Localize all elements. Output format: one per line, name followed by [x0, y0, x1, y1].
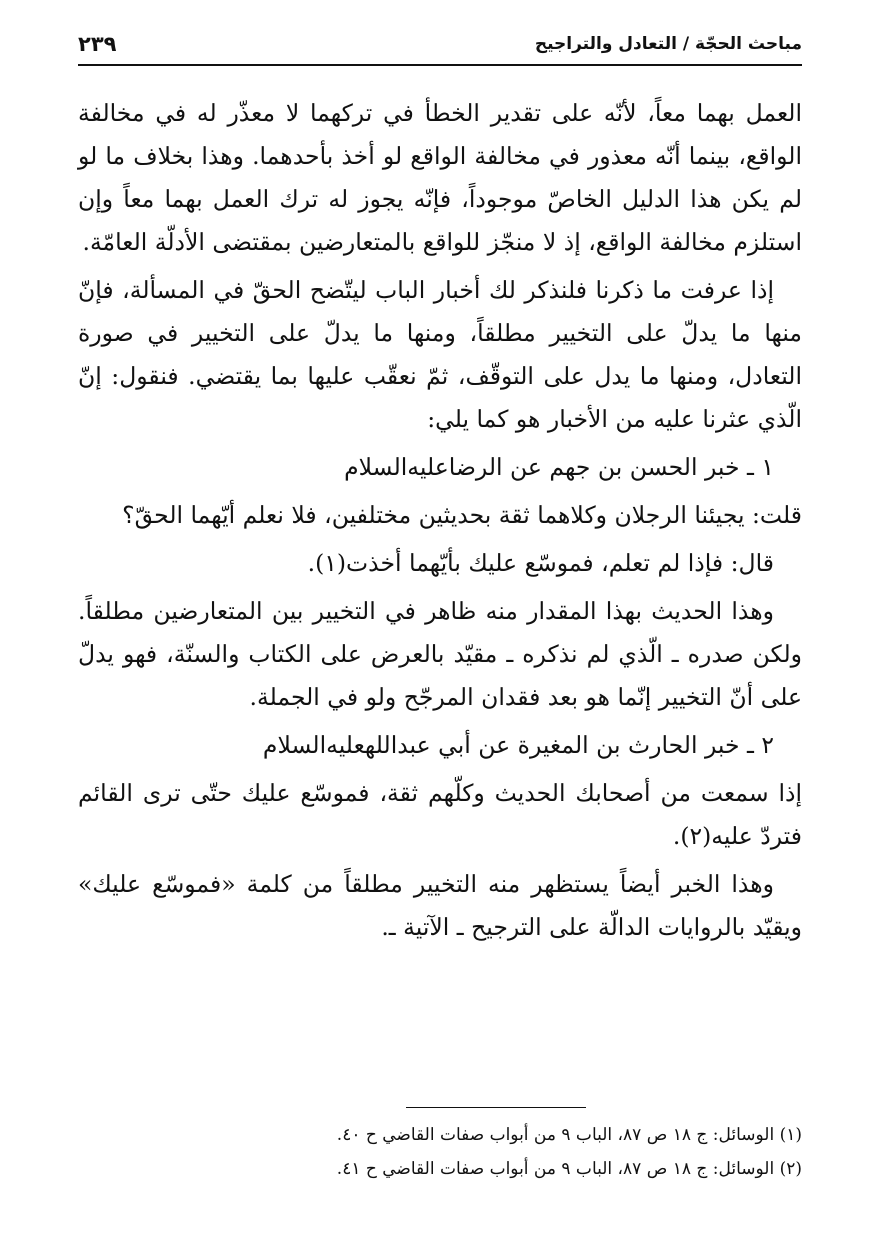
paragraph: إذا عرفت ما ذكرنا فلنذكر لك أخبار الباب ليتّضح الحقّ في المسألة، فإنّ منها ما يدلّ على التخيير مطلقاً، ومنها ما يدلّ على التخيير في صورة التعادل، ومنها ما يدل على التوقّف، ثمّ نعقّب عليها بما يقتضي. فنقول: إنّ الّذي عثرنا عليه من الأخبار هو كما يلي:: [78, 276, 802, 433]
footnote-2: (٢) الوسائل: ج ١٨ ص ٨٧، الباب ٩ من أبواب صفات القاضي ح ٤١.: [336, 1159, 802, 1179]
header-title: مباحث الحجّة / التعادل والتراجيح: [534, 34, 802, 54]
paragraph-continued: العمل بهما معاً، لأنّه على تقدير الخطأ في تركهما لا معذّر له في مخالفة الواقع، بينما أنّه معذور في مخالفة الواقع لو أخذ بأحدهما. وهذا بخلاف ما لو لم يكن هذا الدليل الخاصّ موجوداً، فإنّه يجوز له ترك العمل بهما معاً وإن استلزم مخالفة الواقع، إذ لا منجّز للواقع بالمتعارضين بمقتضى الأدلّة العامّة.: [78, 99, 802, 256]
paragraph: وهذا الخبر أيضاً يستظهر منه التخيير مطلقاً من كلمة «فموسّع عليك» ويقيّد بالروايات الدالّة على الترجيح ـ الآتية ـ.: [78, 870, 802, 941]
body-text: [78, 92, 802, 954]
page-number: ٢٣٩: [78, 32, 117, 56]
narration-heading-1: ١ ـ خبر الحسن بن جهم عن الرضاعليه‌السلام: [344, 453, 774, 481]
quote-question: قلت: يجيئنا الرجلان وكلاهما ثقة بحديثين مختلفين، فلا نعلم أيّهما الحقّ؟: [122, 501, 802, 529]
running-header: [78, 30, 802, 66]
paragraph: وهذا الحديث بهذا المقدار منه ظاهر في التخيير بين المتعارضين مطلقاً. ولكن صدره ـ الّذي لم نذكره ـ مقيّد بالعرض على الكتاب والسنّة، فهو يدلّ على أنّ التخيير إنّما هو بعد فقدان المرجّح ولو في الجملة.: [78, 597, 802, 711]
quote-answer: قال: فإذا لم تعلم، فموسّع عليك بأيّهما أخذت(١).: [307, 549, 774, 577]
footnotes: [78, 1118, 802, 1186]
footnote-divider: [406, 1107, 586, 1108]
quote-text: إذا سمعت من أصحابك الحديث وكلّهم ثقة، فموسّع عليك حتّى ترى القائم فتردّ عليه(٢).: [78, 779, 802, 850]
footnote-1: (١) الوسائل: ج ١٨ ص ٨٧، الباب ٩ من أبواب صفات القاضي ح ٤٠.: [336, 1125, 802, 1145]
narration-heading-2: ٢ ـ خبر الحارث بن المغيرة عن أبي عبداللهعليه‌السلام: [262, 731, 774, 759]
